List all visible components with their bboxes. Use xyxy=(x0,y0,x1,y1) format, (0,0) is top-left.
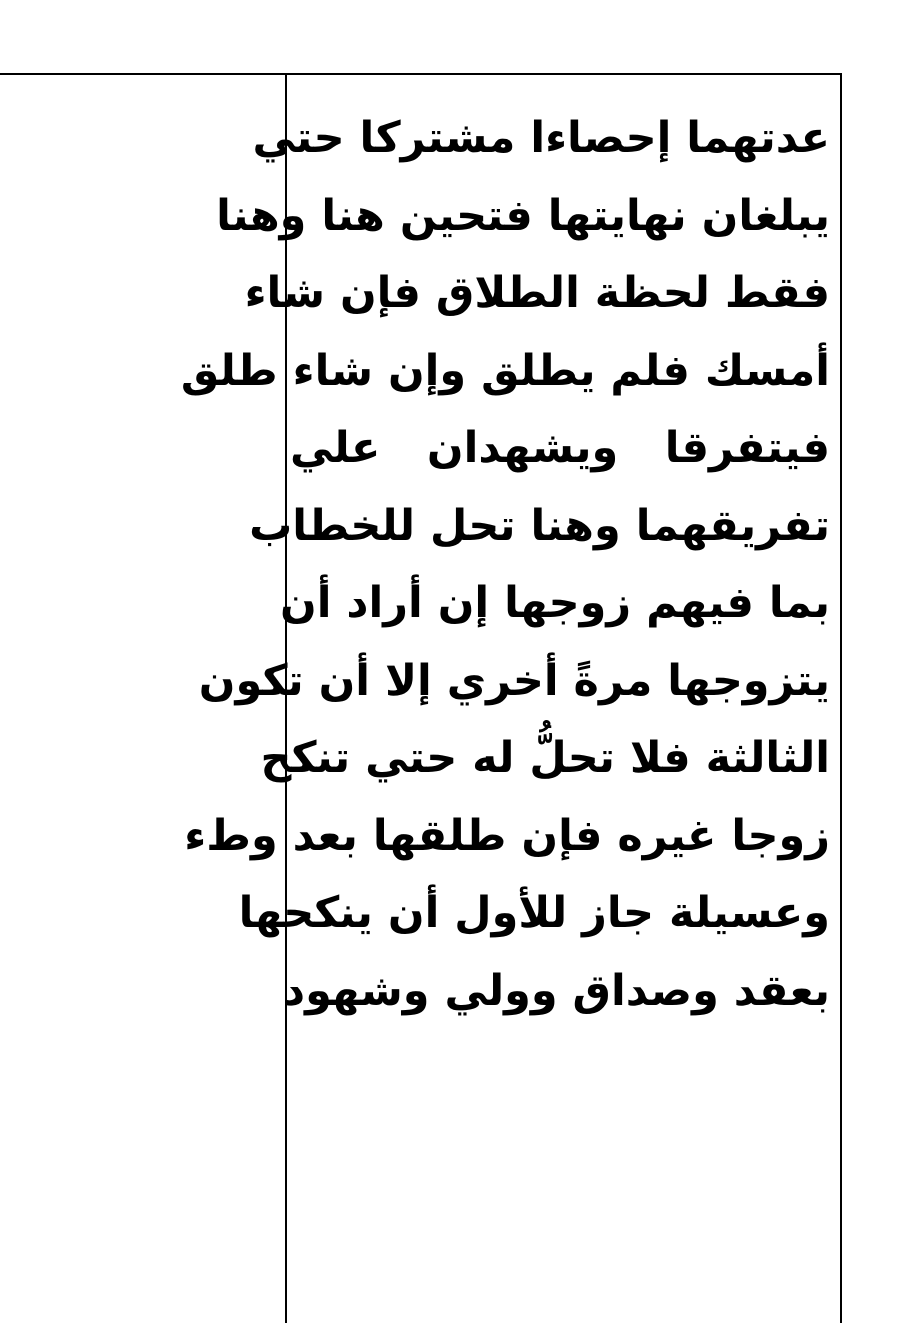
text-line: بما فيهم زوجها إن أراد أن xyxy=(280,578,830,628)
text-line: يتزوجها مرةً أخري إلا أن تكون xyxy=(198,655,830,706)
text-line: زوجا غيره فإن طلقها بعد وطء xyxy=(184,810,830,861)
text-line: الثالثة فلا تحلُّ له حتي تنكح xyxy=(260,733,830,783)
text-line: يبلغان نهايتها فتحين هنا وهنا xyxy=(216,190,830,241)
text-line: أمسك فلم يطلق وإن شاء طلق xyxy=(180,345,830,396)
text-line: وعسيلة جاز للأول أن ينكحها xyxy=(238,888,830,938)
text-line: فقط لحظة الطلاق فإن شاء xyxy=(244,268,830,318)
arabic-text-cell xyxy=(180,100,830,1030)
text-line: فيتفرقا ويشهدان علي xyxy=(290,423,830,473)
text-line: بعقد وصداق وولي وشهود xyxy=(283,965,830,1016)
text-line: تفريقهما وهنا تحل للخطاب xyxy=(249,500,830,551)
text-line: عدتهما إحصاءا مشتركا حتي xyxy=(252,113,830,163)
